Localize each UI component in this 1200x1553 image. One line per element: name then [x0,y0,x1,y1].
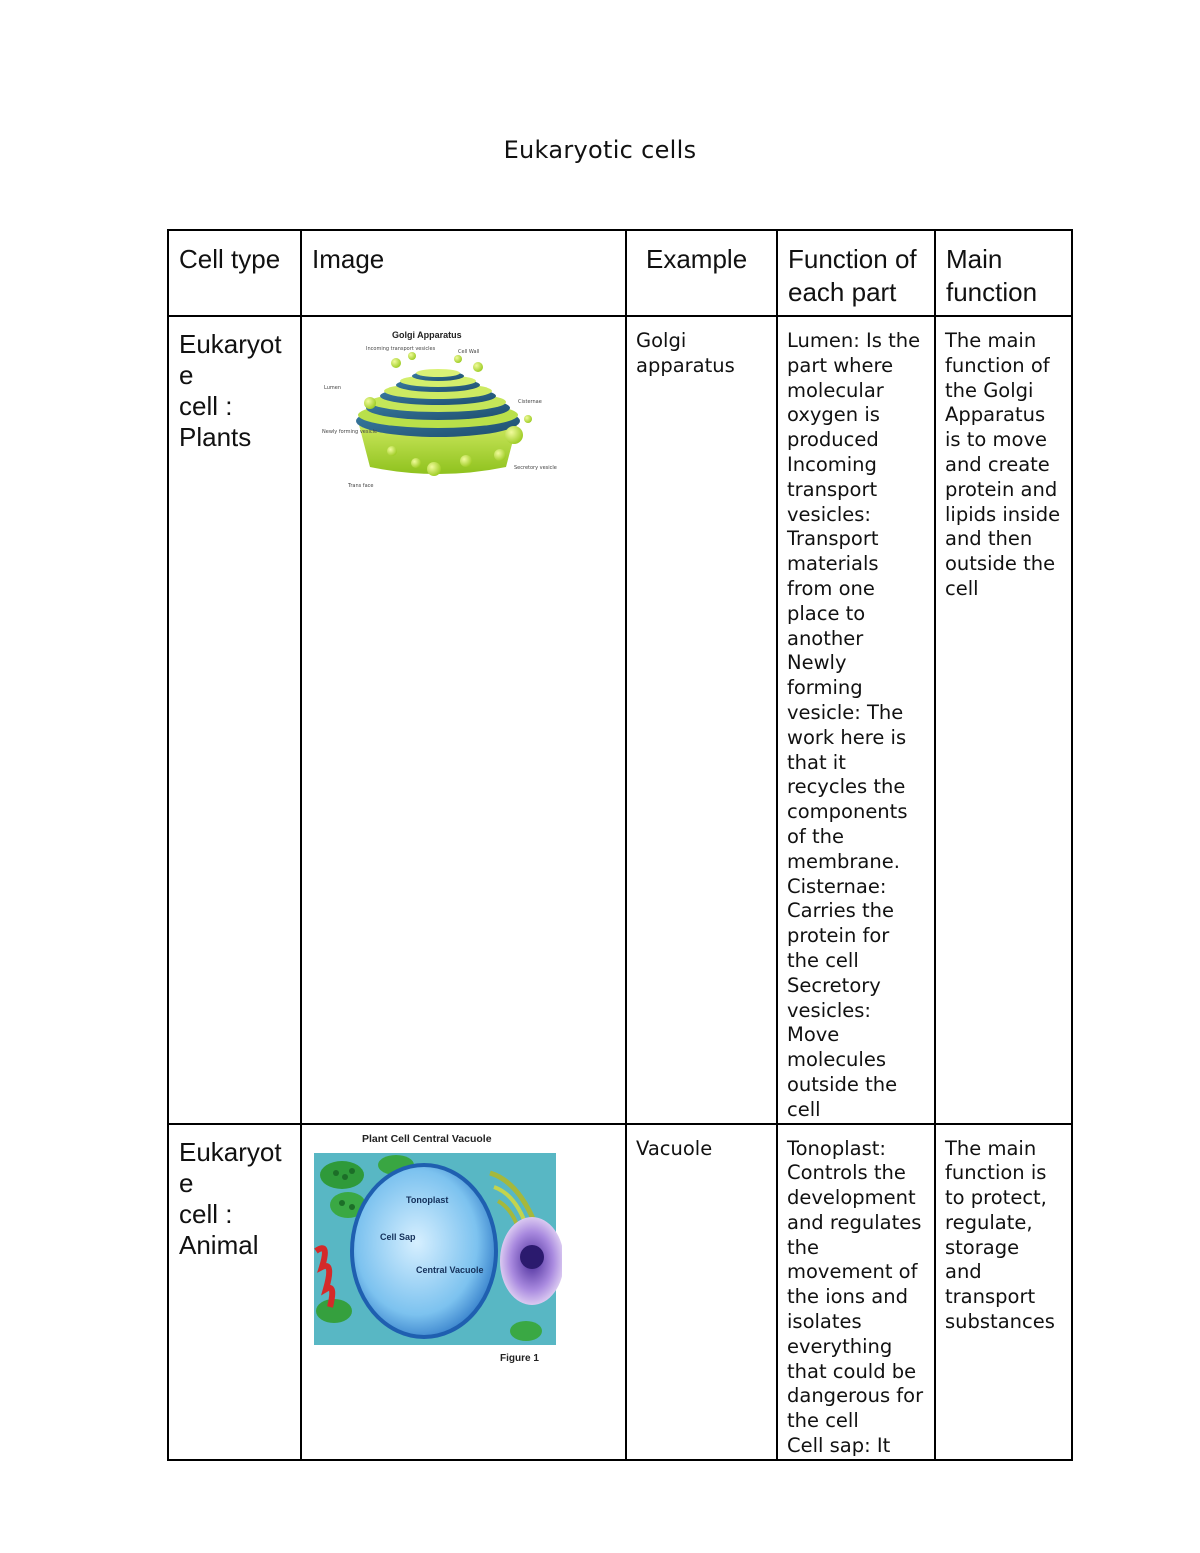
example-cell: Golgi apparatus [626,316,777,1124]
eukaryotic-cells-table [167,229,1073,1461]
header-main-function: Main function [935,230,1072,316]
function-each-part-cell: Lumen: Is the part where molecular oxygen is produced Incoming transport vesicles: Transport materials from one place to another Newly forming vesicle: The work here is that it recycles the components of the membrane. Cisternae: Carries the protein for the cell Secretory vesicles: Move molecules outside the cell [777,316,935,1124]
table-row [168,1124,1072,1460]
svg-text:Golgi Apparatus: Golgi Apparatus [392,330,462,340]
svg-text:Figure 1: Figure 1 [500,1352,539,1363]
svg-text:Secretory vesicle: Secretory vesicle [514,465,557,471]
cell-type-text: Eukaryot e cell : Plants [179,329,282,452]
header-example: Example [626,230,777,316]
svg-text:Cell Sap: Cell Sap [380,1231,416,1242]
image-cell [301,1124,626,1460]
image-cell [301,316,626,1124]
function-each-part-cell: Tonoplast: Controls the development and regulates the movement of the ions and isolates everything that could be dangerous for the cell Cell sap: It [777,1124,935,1460]
svg-text:Trans face: Trans face [348,483,374,489]
table-row [168,316,1072,1124]
central-vacuole-illustration [312,1131,562,1363]
svg-text:Newly forming vesicle: Newly forming vesicle [322,429,378,435]
table-header-row [168,230,1072,316]
header-function-each-part: Function of each part [777,230,935,316]
header-cell-type: Cell type [168,230,301,316]
example-cell: Vacuole [626,1124,777,1460]
cell-type-cell [168,316,301,1124]
main-function-cell: The main function of the Golgi Apparatus is to move and create protein and lipids inside and then outside the cell [935,316,1072,1124]
main-function-cell: The main function is to protect, regulate, storage and transport substances [935,1124,1072,1460]
golgi-apparatus-diagram [318,329,558,493]
header-image: Image [301,230,626,316]
svg-text:Cisternae: Cisternae [518,399,542,405]
svg-text:Cell Wall: Cell Wall [458,349,480,355]
cell-type-cell [168,1124,301,1460]
golgi-apparatus-illustration [318,329,558,489]
svg-text:Incoming transport vesicles: Incoming transport vesicles [366,346,436,352]
svg-text:Central Vacuole: Central Vacuole [416,1264,484,1275]
vacuole-diagram [312,1131,562,1367]
svg-text:Tonoplast: Tonoplast [406,1194,449,1205]
cell-type-text: Eukaryot e cell : Animal [179,1136,282,1260]
page-title: Eukaryotic cells [503,136,697,164]
svg-text:Plant Cell Central Vacuole: Plant Cell Central Vacuole [362,1132,492,1145]
svg-text:Lumen: Lumen [324,385,341,391]
